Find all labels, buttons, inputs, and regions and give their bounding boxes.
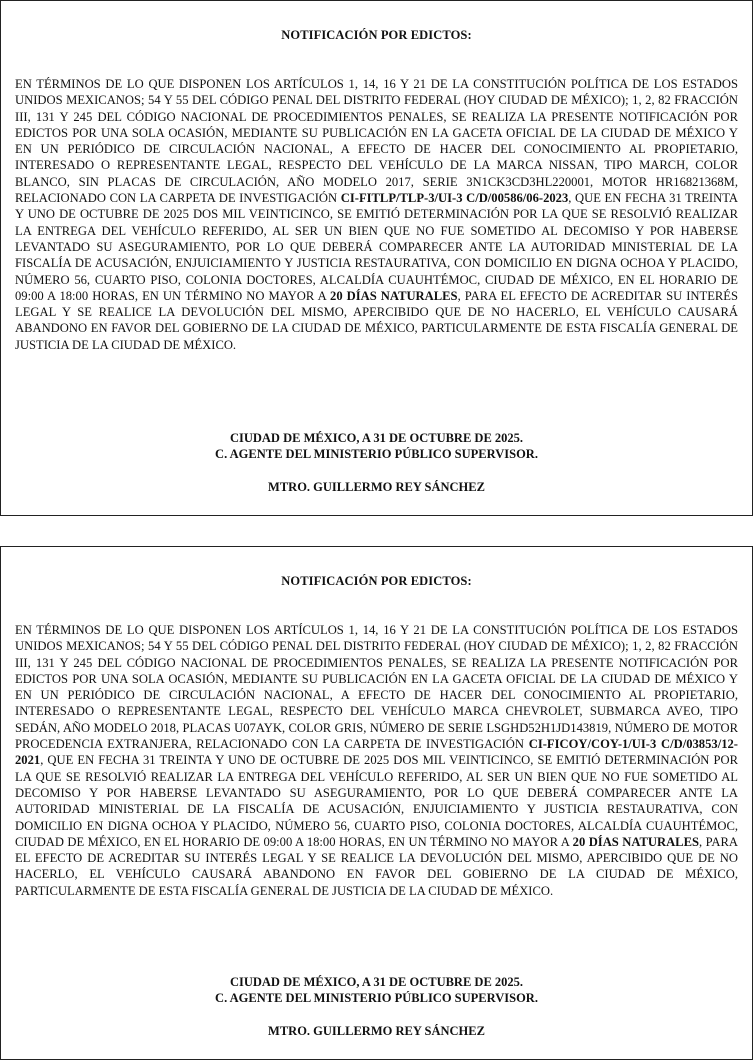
- body-text-part1: EN TÉRMINOS DE LO QUE DISPONEN LOS ARTÍCULOS 1, 14, 16 Y 21 DE LA CONSTITUCIÓN POLÍTICA DE LOS ESTADOS UNIDOS MEXICANOS; 54 Y 55 DEL CÓDIGO PENAL DEL DISTRITO FEDERAL (HOY CIUDAD DE MÉXICO); 1, 2, 82 FRACCIÓN III, 131 Y 245 DEL CÓDIGO NACIONAL DE PROCEDIMIENTOS PENALES, SE REALIZA LA PRESENTE NOTIFICACIÓN POR EDICTOS POR UNA SOLA OCASIÓN, MEDIANTE SU PUBLICACIÓN EN LA GACETA OFICIAL DE LA CIUDAD DE MÉXICO Y EN UN PERIÓDICO DE CIRCULACIÓN NACIONAL, A EFECTO DE HACER DEL CONOCIMIENTO AL PROPIETARIO, INTERESADO O REPRESENTANTE LEGAL, RESPECTO DEL VEHÍCULO DE LA MARCA NISSAN, TIPO MARCH, COLOR BLANCO, SIN PLACAS DE CIRCULACIÓN, AÑO MODELO 2017, SERIE 3N1CK3CD3HL220001, MOTOR HR16821368M, RELACIONADO CON LA CARPETA DE INVESTIGACIÓN: [15, 77, 738, 206]
- notice-footer: [1, 974, 752, 1039]
- notice-body: [15, 76, 738, 353]
- city-date: CIUDAD DE MÉXICO, A 31 DE OCTUBRE DE 2025.: [229, 431, 524, 445]
- deadline: 20 DÍAS NATURALES: [330, 288, 458, 303]
- agent-title: C. AGENTE DEL MINISTERIO PÚBLICO SUPERVISOR.: [215, 447, 538, 461]
- deadline: 20 DÍAS NATURALES: [572, 834, 699, 849]
- notice-title: NOTIFICACIÓN POR EDICTOS:: [281, 574, 472, 588]
- notice-body: [15, 622, 738, 899]
- notice-footer: [1, 430, 752, 495]
- city-date: CIUDAD DE MÉXICO, A 31 DE OCTUBRE DE 2025.: [229, 975, 524, 989]
- notice-2: [0, 546, 753, 1060]
- signer-name: MTRO. GUILLERMO REY SÁNCHEZ: [268, 1024, 485, 1038]
- agent-title: C. AGENTE DEL MINISTERIO PÚBLICO SUPERVISOR.: [215, 991, 538, 1005]
- signer-name: MTRO. GUILLERMO REY SÁNCHEZ: [268, 480, 485, 494]
- body-text-part3: , PARA EL EFECTO DE ACREDITAR SU INTERÉS LEGAL Y SE REALICE LA DEVOLUCIÓN DEL MISMO, APERCIBIDO QUE DE NO HACERLO, EL VEHÍCULO CAUSARÁ ABANDONO EN FAVOR DEL GOBIERNO DE LA CIUDAD DE MÉXICO, PARTICULARMENTE DE ESTA FISCALÍA GENERAL DE JUSTICIA DE LA CIUDAD DE MÉXICO.: [15, 288, 739, 352]
- notice-title: NOTIFICACIÓN POR EDICTOS:: [281, 28, 472, 42]
- body-text-part3: , PARA EL EFECTO DE ACREDITAR SU INTERÉS LEGAL Y SE REALICE LA DEVOLUCIÓN DEL MISMO, APERCIBIDO QUE DE NO HACERLO, EL VEHÍCULO CAUSARÁ ABANDONO EN FAVOR DEL GOBIERNO DE LA CIUDAD DE MÉXICO, PARTICULARMENTE DE ESTA FISCALÍA GENERAL DE JUSTICIA DE LA CIUDAD DE MÉXICO.: [15, 834, 739, 898]
- body-text-part2: , QUE EN FECHA 31 TREINTA Y UNO DE OCTUBRE DE 2025 DOS MIL VEINTICINCO, SE EMITIÓ DETERMINACIÓN POR LA QUE SE RESOLVIÓ REALIZAR LA ENTREGA DEL VEHÍCULO REFERIDO, AL SER UN BIEN QUE NO FUE SOMETIDO AL DECOMISO Y POR HABERSE LEVANTADO SU ASEGURAMIENTO, POR LO QUE DEBERÁ COMPARECER ANTE LA AUTORIDAD MINISTERIAL DE LA FISCALÍA DE ACUSACIÓN, ENJUICIAMIENTO Y JUSTICIA RESTAURATIVA, CON DOMICILIO EN DIGNA OCHOA Y PLACIDO, NÚMERO 56, CUARTO PISO, COLONIA DOCTORES, ALCALDÍA CUAUHTÉMOC, CIUDAD DE MÉXICO, EN EL HORARIO DE 09:00 A 18:00 HORAS, EN UN TÉRMINO NO MAYOR A: [15, 191, 738, 303]
- notice-1: [0, 0, 753, 516]
- case-number: CI-FICOY/COY-1/UI-3 C/D/03853/12-2021: [15, 737, 738, 768]
- case-number: CI-FITLP/TLP-3/UI-3 C/D/00586/06-2023: [340, 191, 569, 206]
- body-text-part1: EN TÉRMINOS DE LO QUE DISPONEN LOS ARTÍCULOS 1, 14, 16 Y 21 DE LA CONSTITUCIÓN POLÍTICA DE LOS ESTADOS UNIDOS MEXICANOS; 54 Y 55 DEL CÓDIGO PENAL DEL DISTRITO FEDERAL (HOY CIUDAD DE MÉXICO); 1, 2, 82 FRACCIÓN III, 131 Y 245 DEL CÓDIGO NACIONAL DE PROCEDIMIENTOS PENALES, SE REALIZA LA PRESENTE NOTIFICACIÓN POR EDICTOS POR UNA SOLA OCASIÓN, MEDIANTE SU PUBLICACIÓN EN LA GACETA OFICIAL DE LA CIUDAD DE MÉXICO Y EN UN PERIÓDICO DE CIRCULACIÓN NACIONAL, A EFECTO DE HACER DEL CONOCIMIENTO AL PROPIETARIO, INTERESADO O REPRESENTANTE LEGAL, RESPECTO DEL VEHÍCULO MARCA CHEVROLET, SUBMARCA AVEO, TIPO SEDÁN, AÑO MODELO 2018, PLACAS U07AYK, COLOR GRIS, NÚMERO DE SERIE LSGHD52H1JD143819, NÚMERO DE MOTOR PROCEDENCIA EXTRANJERA, RELACIONADO CON LA CARPETA DE INVESTIGACIÓN: [15, 623, 738, 752]
- body-text-part2: , QUE EN FECHA 31 TREINTA Y UNO DE OCTUBRE DE 2025 DOS MIL VEINTICINCO, SE EMITIÓ DETERMINACIÓN POR LA QUE SE RESOLVIÓ REALIZAR LA ENTREGA DEL VEHÍCULO REFERIDO, AL SER UN BIEN QUE NO FUE SOMETIDO AL DECOMISO Y POR HABERSE LEVANTADO SU ASEGURAMIENTO, POR LO QUE DEBERÁ COMPARECER ANTE LA AUTORIDAD MINISTERIAL DE LA FISCALÍA DE ACUSACIÓN, ENJUICIAMIENTO Y JUSTICIA RESTAURATIVA, CON DOMICILIO EN DIGNA OCHOA Y PLACIDO, NÚMERO 56, CUARTO PISO, COLONIA DOCTORES, ALCALDÍA CUAUHTÉMOC, CIUDAD DE MÉXICO, EN EL HORARIO DE 09:00 A 18:00 HORAS, EN UN TÉRMINO NO MAYOR A: [15, 753, 738, 849]
